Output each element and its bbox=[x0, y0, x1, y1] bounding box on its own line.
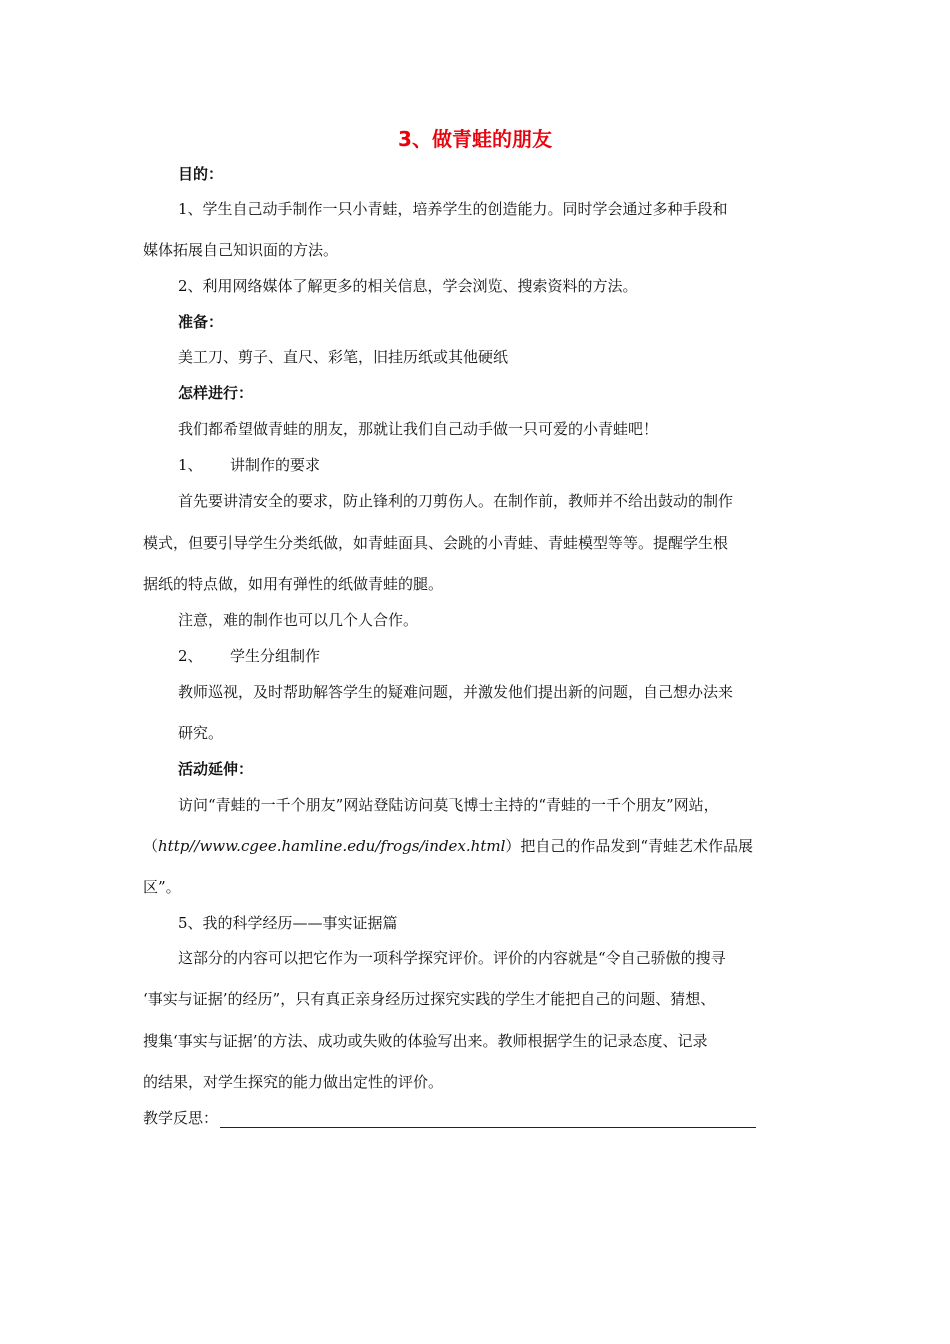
step-1-line-1: 首先要讲清安全的要求，防止锋利的刀剪伤人。在制作前，教师并不给出鼓动的制作 bbox=[178, 492, 734, 510]
science-heading: 5、我的科学经历——事实证据篇 bbox=[178, 914, 398, 932]
preparation-text: 美工刀、剪子、直尺、彩笔，旧挂历纸或其他硬纸 bbox=[178, 348, 509, 366]
purpose-item-2: 2、利用网络媒体了解更多的相关信息，学会浏览、搜索资料的方法。 bbox=[178, 277, 638, 295]
step-1-number: 1、 bbox=[178, 456, 203, 474]
science-line-4: 的结果，对学生探究的能力做出定性的评价。 bbox=[143, 1073, 444, 1091]
process-note: 注意，难的制作也可以几个人合作。 bbox=[178, 611, 419, 629]
purpose-item-1-line-2: 媒体拓展自己知识面的方法。 bbox=[143, 241, 339, 259]
purpose-heading: 目的： bbox=[178, 165, 224, 183]
science-line-3: 搜集‘事实与证据’的方法、成功或失败的体验写出来。教师根据学生的记录态度、记录 bbox=[143, 1032, 708, 1050]
reflection-blank-line[interactable] bbox=[220, 1111, 756, 1128]
extension-line-1: 访问“青蛙的一千个朋友”网站登陆访问莫飞博士主持的“青蛙的一千个朋友”网站， bbox=[178, 796, 719, 814]
step-1-label: 讲制作的要求 bbox=[230, 456, 321, 474]
step-2-label: 学生分组制作 bbox=[230, 647, 321, 665]
process-heading: 怎样进行： bbox=[178, 384, 254, 402]
paren-open: （ bbox=[143, 837, 159, 855]
frogs-website-link[interactable]: http//www.cgee.hamline.edu/frogs/index.html bbox=[158, 837, 506, 855]
step-2-line-2: 研究。 bbox=[178, 724, 224, 742]
step-2-line-1: 教师巡视，及时帮助解答学生的疑难问题，并激发他们提出新的问题，自己想办法来 bbox=[178, 683, 734, 701]
reflection-label: 教学反思： bbox=[143, 1109, 219, 1127]
purpose-item-1-line-1: 1、学生自己动手制作一只小青蛙，培养学生的创造能力。同时学会通过多种手段和 bbox=[178, 200, 728, 218]
process-step-2 bbox=[178, 646, 320, 666]
teaching-reflection bbox=[143, 1108, 756, 1128]
process-step-1 bbox=[178, 455, 320, 475]
extension-heading: 活动延伸： bbox=[178, 760, 254, 778]
process-intro: 我们都希望做青蛙的朋友，那就让我们自己动手做一只可爱的小青蛙吧！ bbox=[178, 420, 659, 438]
step-1-line-3: 据纸的特点做，如用有弹性的纸做青蛙的腿。 bbox=[143, 575, 444, 593]
step-1-line-2: 模式，但要引导学生分类纸做，如青蛙面具、会跳的小青蛙、青蛙模型等等。提醒学生根 bbox=[143, 534, 729, 552]
document-title: 3、做青蛙的朋友 bbox=[398, 127, 552, 151]
extension-line-3: 区”。 bbox=[143, 878, 181, 896]
science-line-1: 这部分的内容可以把它作为一项科学探究评价。评价的内容就是“令自己骄傲的搜寻 bbox=[178, 949, 726, 967]
step-2-number: 2、 bbox=[178, 647, 203, 665]
extension-line-2-rest: ）把自己的作品发到“青蛙艺术作品展 bbox=[505, 837, 754, 855]
preparation-heading: 准备： bbox=[178, 313, 224, 331]
science-line-2: ‘事实与证据’的经历”，只有真正亲身经历过探究实践的学生才能把自己的问题、猜想、 bbox=[143, 990, 716, 1008]
extension-line-2 bbox=[143, 836, 753, 856]
